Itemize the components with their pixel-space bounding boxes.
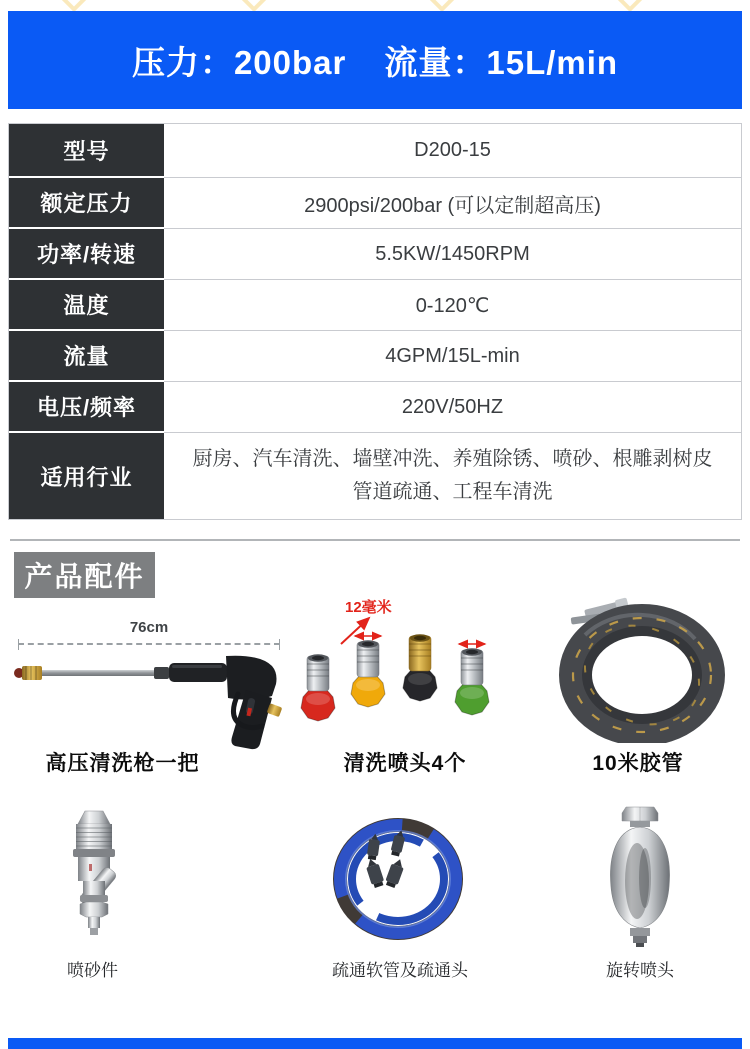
row-value: 5.5KW/1450RPM — [164, 229, 741, 280]
rotary-nozzle-caption: 旋转喷头 — [606, 961, 674, 980]
table-row — [9, 433, 741, 519]
row-label: 温度 — [9, 280, 164, 331]
row-value: 220V/50HZ — [164, 382, 741, 433]
row-label: 适用行业 — [9, 433, 164, 519]
spec-table — [8, 123, 742, 520]
drain-kit-caption: 疏通软管及疏通头 — [332, 961, 468, 980]
row-value: 2900psi/200bar (可以定制超高压) — [164, 178, 741, 229]
row-value: 4GPM/15L-min — [164, 331, 741, 382]
flow-value: 流量：15L/min — [384, 43, 619, 81]
sandblast-figure — [45, 808, 155, 953]
table-row — [9, 331, 741, 382]
row-value: D200-15 — [164, 124, 741, 178]
row-label: 电压/频率 — [9, 382, 164, 433]
header-banner — [8, 11, 742, 109]
gun-caption: 高压清洗枪一把 — [45, 752, 200, 775]
nozzles-image — [293, 596, 518, 746]
industries-line-2: 管道疏通、工程车清洗 — [352, 481, 553, 503]
gun-length-label: 76cm — [129, 619, 169, 636]
row-label: 额定压力 — [9, 178, 164, 229]
section-divider — [10, 539, 740, 541]
row-label: 流量 — [9, 331, 164, 382]
rotary-nozzle-image — [585, 803, 695, 953]
industries-line-1: 厨房、汽车清洗、墙壁冲洗、养殖除锈、喷砂、根雕剥树皮 — [192, 448, 713, 470]
nozzles-figure — [293, 596, 518, 746]
pressure-gun-image — [14, 650, 282, 750]
drain-kit-figure — [318, 803, 478, 953]
drain-kit-image — [318, 803, 478, 953]
sandblast-caption: 喷砂件 — [67, 961, 118, 980]
table-row — [9, 229, 741, 280]
nozzle-size-label: 12毫米 — [345, 599, 392, 616]
table-row — [9, 124, 741, 178]
hose-image — [545, 593, 735, 743]
row-value — [164, 433, 741, 519]
section-title-badge — [14, 552, 155, 598]
table-row — [9, 382, 741, 433]
row-label: 功率/转速 — [9, 229, 164, 280]
hose-figure — [545, 593, 735, 743]
nozzles-caption: 清洗喷头4个 — [343, 752, 467, 775]
table-row — [9, 280, 741, 331]
row-label: 型号 — [9, 124, 164, 178]
section-title: 产品配件 — [24, 561, 145, 592]
gun-measure-line — [18, 643, 280, 645]
row-value: 0-120℃ — [164, 280, 741, 331]
sandblast-image — [45, 808, 155, 953]
gun-figure — [14, 650, 282, 750]
bottom-accent-bar — [8, 1038, 742, 1049]
hose-caption: 10米胶管 — [592, 752, 684, 775]
table-row — [9, 178, 741, 229]
pressure-value: 压力：200bar — [131, 43, 347, 81]
rotary-nozzle-figure — [585, 803, 695, 953]
